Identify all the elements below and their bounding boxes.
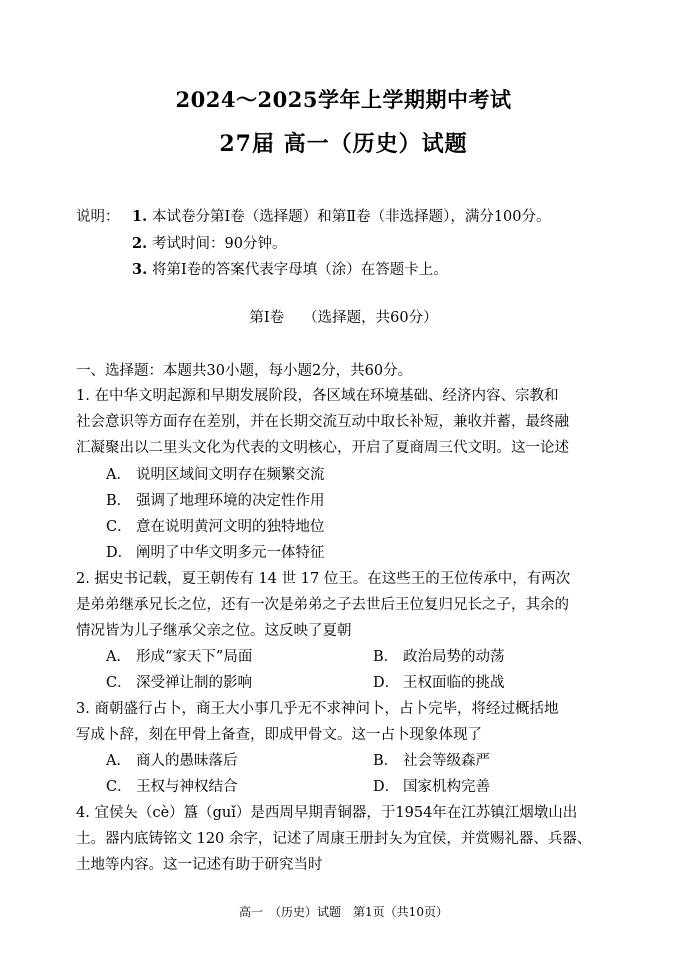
section-title: 第Ⅰ卷 （选择题，共60分） [249, 310, 438, 326]
option-label: A． [106, 467, 131, 483]
option-text: 意在说明黄河文明的独特地位 [136, 519, 325, 535]
question-1-line: 1. 在中华文明起源和早期发展阶段，各区域在环境基础、经济内容、宗教和 [76, 388, 559, 404]
part-heading: 一、选择题：本题共30小题，每小题2分，共60分。 [76, 363, 413, 379]
option-text: 商人的愚昧落后 [136, 753, 238, 769]
option-text: 国家机构完善 [403, 779, 490, 795]
question-3-option-b [373, 749, 490, 770]
option-label: D． [373, 779, 400, 795]
instructions-label: 说明： [76, 209, 120, 225]
instruction-item [132, 232, 286, 253]
question-3-option-d [373, 775, 490, 796]
option-label: A． [106, 649, 131, 665]
instruction-number: 2. [132, 235, 148, 252]
option-text: 阐明了中华文明多元一体特征 [136, 545, 325, 561]
instruction-text: 考试时间：90分钟。 [152, 236, 287, 252]
question-4-line: 4. 宜侯夨（cè）簋（guǐ）是西周早期青铜器，于1954年在江苏镇江烟墩山出 [76, 805, 578, 821]
question-1-line: 汇凝聚出以二里头文化为代表的文明核心，开启了夏商周三代文明。这一论述 [76, 440, 569, 456]
option-label: B． [373, 753, 399, 769]
instruction-item [132, 258, 448, 279]
question-1-option-c [106, 515, 325, 536]
question-2-option-a [106, 645, 252, 666]
instruction-number: 3. [132, 261, 148, 278]
option-label: B． [106, 493, 132, 509]
question-4-line: 土。器内底铸铭文 120 余字，记述了周康王册封夨为宜侯，并赏赐礼器、兵器、 [76, 831, 592, 847]
exam-title: 2024～2025学年上学期期中考试 [175, 87, 512, 112]
option-label: A． [106, 753, 131, 769]
option-text: 形成“家天下”局面 [136, 649, 253, 665]
instruction-text: 本试卷分第Ⅰ卷（选择题）和第Ⅱ卷（非选择题），满分100分。 [152, 209, 551, 225]
question-3-line: 写成卜辞，刻在甲骨上备查，即成甲骨文。这一占卜现象体现了 [76, 727, 482, 743]
question-3-line: 3. 商朝盛行占卜，商王大小事几乎无不求神问卜，占卜完毕，将经过概括地 [76, 701, 559, 717]
option-label: B． [373, 649, 399, 665]
option-text: 王权面临的挑战 [403, 675, 505, 691]
question-2-line: 2. 据史书记载，夏王朝传有 14 世 17 位王。在这些王的王位传承中，有两次 [76, 571, 571, 587]
option-label: C． [106, 519, 132, 535]
question-2-line: 情况皆为儿子继承父亲之位。这反映了夏朝 [76, 623, 352, 639]
option-text: 强调了地理环境的决定性作用 [136, 493, 325, 509]
instruction-item [132, 205, 551, 226]
question-1-line: 社会意识等方面存在差别，并在长期交流互动中取长补短，兼收并蓄，最终融 [76, 414, 569, 430]
question-1-option-a [106, 463, 325, 484]
option-text: 深受禅让制的影响 [136, 675, 252, 691]
option-label: C． [106, 779, 132, 795]
exam-subtitle: 27届 高一（历史）试题 [219, 131, 468, 157]
question-1-option-b [106, 489, 325, 510]
question-1-option-d [106, 541, 325, 562]
instruction-text: 将第Ⅰ卷的答案代表字母填（涂）在答题卡上。 [152, 262, 448, 278]
option-text: 王权与神权结合 [136, 779, 238, 795]
option-text: 说明区域间文明存在频繁交流 [136, 467, 325, 483]
question-2-option-b [373, 645, 505, 666]
option-text: 政治局势的动荡 [403, 649, 505, 665]
question-4-line: 土地等内容。这一记述有助于研究当时 [76, 857, 323, 873]
option-label: C． [106, 675, 132, 691]
question-2-option-d [373, 671, 505, 692]
question-3-option-a [106, 749, 238, 770]
question-2-option-c [106, 671, 252, 692]
option-text: 社会等级森严 [403, 753, 490, 769]
option-label: D． [373, 675, 400, 691]
instruction-number: 1. [132, 208, 148, 225]
page-footer: 高一 （历史）试题 第1页（共10页） [239, 905, 448, 919]
question-3-option-c [106, 775, 238, 796]
option-label: D． [106, 545, 133, 561]
question-2-line: 是弟弟继承兄长之位，还有一次是弟弟之子去世后王位复归兄长之子，其余的 [76, 597, 569, 613]
